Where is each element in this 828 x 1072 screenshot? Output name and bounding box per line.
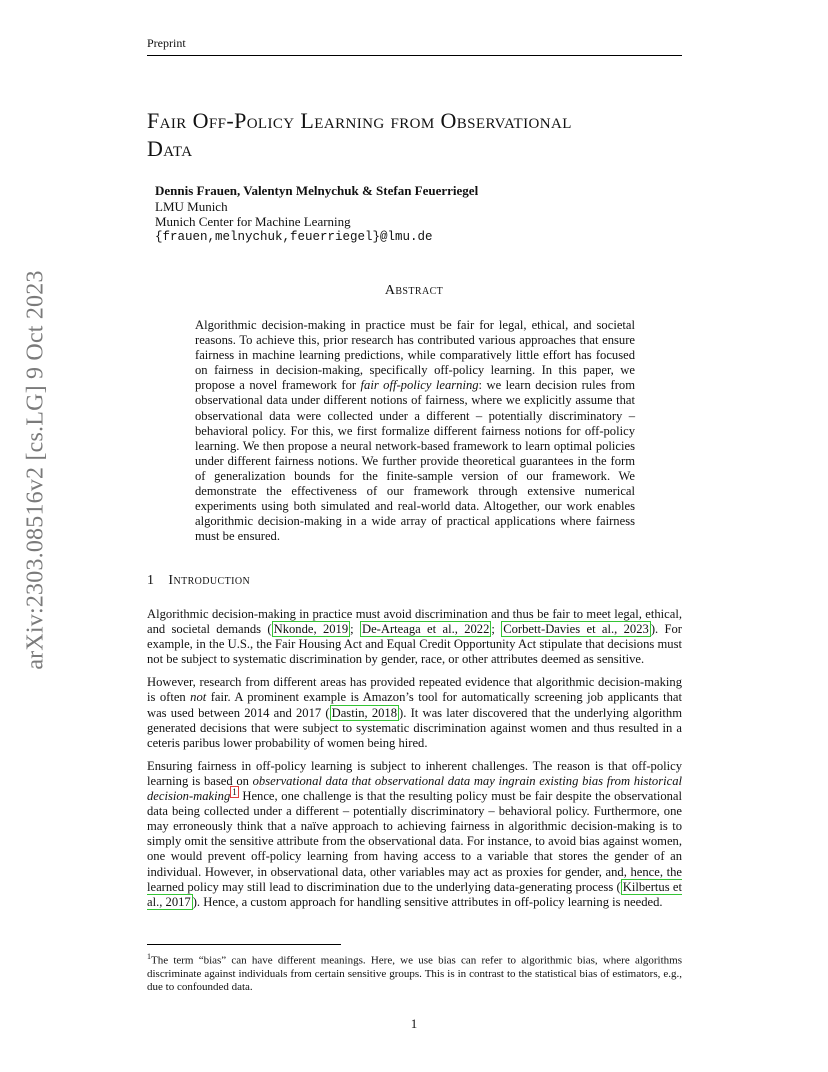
citation-link[interactable]: De-Arteaga et al., 2022 <box>362 622 490 637</box>
abstract-part-2: : we learn decision rules from observational data under different notions of fairness, where we explicitly assume that observational data were collected under a different – potentially discriminatory – behavioral policy. For this, we first formalize different fairness notions for off-policy learning. We then propose a neural network-based framework to learn optimal policies under different fairness notions. We further provide theoretical guarantees in the form of generalization bounds for the finite-sample version of our framework. We demonstrate the effectiveness of our framework through extensive numerical experiments using both simulated and real-world data. Altogether, our work enables algorithmic decision-making in a wide array of practical applications where fairness must be ensured. <box>195 378 635 544</box>
citation-link[interactable]: Corbett-Davies et al., 2023 <box>503 622 649 637</box>
text-run: ). For example, in the U.S., the Fair Housing Act and Equal Credit Opportunity Act stipulate that decisions must not be subject to systematic discrimination by gender, race, or other attributes deemed as sensitive. <box>147 622 682 667</box>
running-header <box>147 36 682 56</box>
text-run: ; <box>350 622 360 637</box>
text-run: ). Hence, a custom approach for handling sensitive attributes in off-policy learning is needed. <box>192 894 663 909</box>
text-run: Hence, one challenge is that the resulting policy must be fair despite the observational data being collected under a different – potentially discriminatory – behavioral policy. Furthermore, one may erroneously think that a naïve approach to achieving fairness in algorithmic decision-making is to simply omit the sensitive attribute from the observational data. For instance, to avoid bias against women, one would prevent off-policy learning from having access to a variable that stores the gender of an individual. However, in observational data, other variables may act as proxies for gender, and, hence, the learned policy may still lead to discrimination due to the underlying data-generating process ( <box>147 789 682 894</box>
author-block <box>155 183 478 245</box>
footnote <box>147 950 682 994</box>
abstract-emphasis: fair off-policy learning <box>360 378 479 393</box>
arxiv-sidebar <box>0 0 60 1072</box>
citation-link[interactable]: Nkonde, 2019 <box>273 622 349 637</box>
arxiv-identifier: arXiv:2303.08516v2 [cs.LG] 9 Oct 2023 <box>22 270 49 670</box>
text-run: However, research from different areas has provided repeated evidence that algorithmic decision-making is often <box>147 675 682 705</box>
section-title: Introduction <box>168 573 251 588</box>
text-run: fair. A prominent example is Amazon’s tool for automatically screening job applicants that was used between 2014 and 2017 ( <box>147 690 682 720</box>
emphasis: observational data that observational data may ingrain existing bias from historical decision-making <box>147 773 682 804</box>
paragraph-1 <box>147 607 682 667</box>
body-text <box>147 607 682 918</box>
affiliation-2: Munich Center for Machine Learning <box>155 214 351 229</box>
footnote-text: The term “bias” can have different meanings. Here, we use bias can refer to algorithmic bias, where algorithms discriminate against individuals from certain sensitive groups. This is in contrast to the statistical bias of estimators, e.g., due to confounded data. <box>147 954 682 994</box>
citation-link[interactable]: Dastin, 2018 <box>331 705 398 720</box>
author-names: Dennis Frauen, Valentyn Melnychuk & Stefan Feuerriegel <box>155 183 479 198</box>
abstract-heading: Abstract <box>384 283 444 298</box>
title-line-1: Fair Off-Policy Learning from Observational <box>147 108 572 133</box>
paragraph-3 <box>147 759 682 910</box>
abstract-text <box>195 318 635 544</box>
text-run: Ensuring fairness in off-policy learning is subject to inherent challenges. The reason is that off-policy learning is based on <box>147 758 682 788</box>
abstract-part-1: Algorithmic decision-making in practice must be fair for legal, ethical, and societal reasons. To achieve this, prior research has contributed various approaches that ensure fairness in machine learning predictions, while comparatively little effort has focused on fairness in decision-making, specifically off-policy learning. In this paper, we propose a novel framework for <box>195 318 635 393</box>
footnote-mark: 1 <box>147 952 151 961</box>
author-emails: {frauen,melnychuk,feuerriegel}@lmu.de <box>155 229 433 244</box>
text-run: ; <box>491 622 502 637</box>
text-run: Algorithmic decision-making in practice must avoid discrimination and thus be fair to meet legal, ethical, and societal demands ( <box>147 607 682 637</box>
footnote-divider <box>147 944 341 945</box>
paragraph-2 <box>147 675 682 750</box>
section-heading <box>147 573 250 589</box>
emphasis: not <box>190 690 207 705</box>
footnote-link[interactable]: 1 <box>232 786 237 797</box>
title-line-2: Data <box>147 136 193 161</box>
text-run: ). It was later discovered that the underlying algorithm generated decisions that were subject to systematic discrimination against women and thus resulted in a ceteris paribus lower probability of women being hired. <box>147 705 682 750</box>
citation-link[interactable]: Kilbertus et al., 2017 <box>147 879 682 909</box>
paper-title <box>147 107 687 163</box>
section-number: 1 <box>147 573 155 588</box>
page-number: 1 <box>410 1016 418 1031</box>
affiliation-1: LMU Munich <box>155 198 228 214</box>
running-title: Preprint <box>147 36 186 50</box>
